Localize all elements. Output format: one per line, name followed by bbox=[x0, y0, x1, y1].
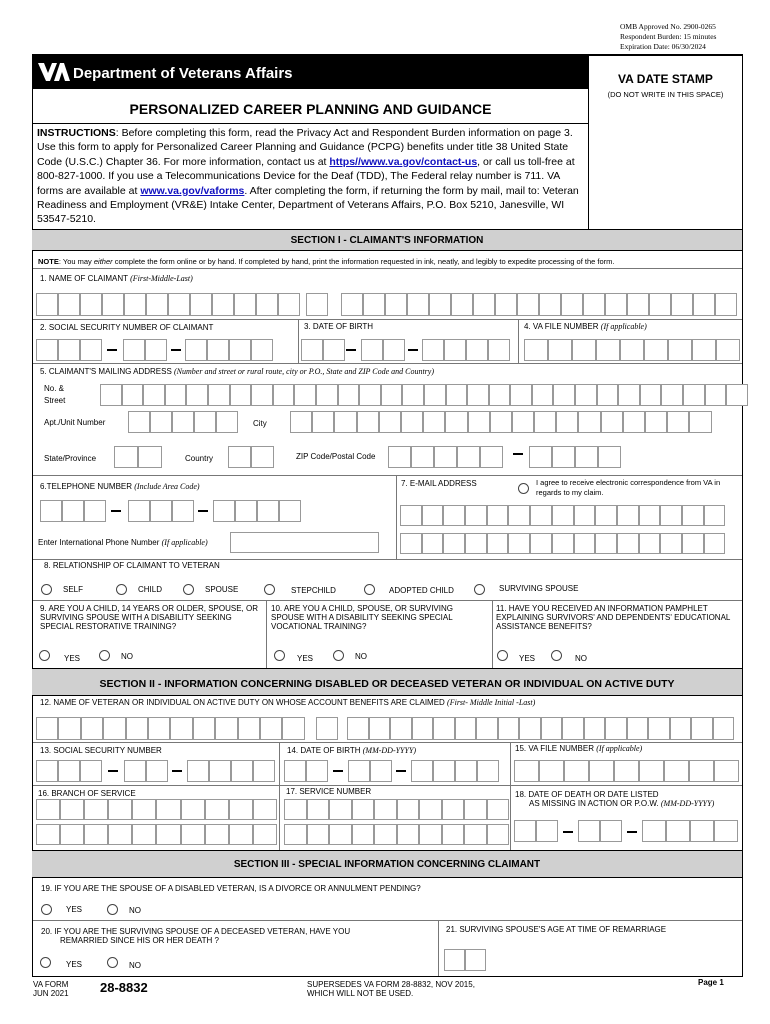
q9-yes-radio[interactable] bbox=[39, 650, 50, 661]
section-1-header: SECTION I - CLAIMANT'S INFORMATION bbox=[32, 229, 742, 251]
relationship-self-label: SELF bbox=[63, 585, 84, 594]
note: NOTE: You may either complete the form online or by hand. If completed by hand, print the information requested in ink, neatly, and legibly to expedite processing of the form. bbox=[38, 257, 615, 266]
street-address-boxes[interactable] bbox=[100, 384, 748, 406]
relationship-spouse-label: SPOUSE bbox=[205, 585, 239, 594]
field-3-label: 3. DATE OF BIRTH bbox=[304, 322, 374, 331]
claimant-dob-day[interactable] bbox=[361, 339, 405, 361]
form-title: PERSONALIZED CAREER PLANNING AND GUIDANCE bbox=[129, 101, 492, 117]
veteran-dob-month[interactable] bbox=[284, 760, 328, 782]
date-of-death-day[interactable] bbox=[578, 820, 622, 842]
q10-yes-label: YES bbox=[297, 654, 314, 663]
state-label: State/Province bbox=[44, 454, 97, 463]
veteran-middle-initial-box[interactable] bbox=[316, 717, 338, 740]
footer-supersedes: SUPERSEDES VA FORM 28-8832, NOV 2015, WHICH WILL NOT BE USED. bbox=[307, 980, 475, 998]
va-forms-link[interactable]: www.va.gov/vaforms bbox=[140, 184, 245, 197]
expiration-date: Expiration Date: 06/30/2024 bbox=[620, 42, 706, 51]
footer-form-number: 28-8832 bbox=[100, 980, 148, 995]
q11-no-label: NO bbox=[575, 654, 587, 663]
veteran-last-name-boxes[interactable] bbox=[347, 717, 734, 740]
veteran-ssn-part1[interactable] bbox=[36, 760, 102, 782]
q19-no-label: NO bbox=[129, 906, 141, 915]
frame-left bbox=[32, 54, 33, 976]
omb-info bbox=[620, 22, 716, 52]
section-3-header: SECTION III - SPECIAL INFORMATION CONCERNING CLAIMANT bbox=[32, 850, 742, 878]
field-16-label: 16. BRANCH OF SERVICE bbox=[38, 789, 136, 798]
date-of-death-month[interactable] bbox=[514, 820, 558, 842]
field-9-label: 9. ARE YOU A CHILD, 14 YEARS OR OLDER, SPOUSE, OR SURVIVING SPOUSE WITH A DISABILITY SEEKING SPECIAL RESTORATIVE TRAINING? bbox=[40, 604, 259, 631]
field-18-label: 18. DATE OF DEATH OR DATE LISTED AS MISSING IN ACTION OR P.O.W. (MM-DD-YYYY) bbox=[515, 790, 715, 808]
zip-plus-four-boxes[interactable] bbox=[529, 446, 621, 468]
veteran-dob-day[interactable] bbox=[348, 760, 392, 782]
veteran-va-file-number[interactable] bbox=[514, 760, 739, 782]
service-number-row1[interactable] bbox=[284, 799, 509, 820]
q19-yes-radio[interactable] bbox=[41, 904, 52, 915]
country-label: Country bbox=[185, 454, 214, 463]
relationship-adopted-child-radio[interactable] bbox=[364, 584, 375, 595]
q19-no-radio[interactable] bbox=[107, 904, 118, 915]
relationship-stepchild-label: STEPCHILD bbox=[291, 586, 336, 595]
q20-no-radio[interactable] bbox=[107, 957, 118, 968]
country-boxes[interactable] bbox=[228, 446, 274, 468]
claimant-ssn-part2[interactable] bbox=[123, 339, 167, 361]
q10-yes-radio[interactable] bbox=[274, 650, 285, 661]
phone-area-code[interactable] bbox=[40, 500, 106, 522]
veteran-first-name-boxes[interactable] bbox=[36, 717, 305, 740]
field-10-label: 10. ARE YOU A CHILD, SPOUSE, OR SURVIVING SPOUSE WITH A DISABILITY SEEKING SPECIAL VOCATIONAL TRAINING? bbox=[271, 604, 453, 631]
claimant-last-name-boxes[interactable] bbox=[341, 293, 737, 316]
relationship-surviving-spouse-label: SURVIVING SPOUSE bbox=[499, 584, 579, 593]
agency-header bbox=[33, 56, 588, 89]
q19-yes-label: YES bbox=[66, 905, 83, 914]
city-label: City bbox=[253, 419, 267, 428]
relationship-self-radio[interactable] bbox=[41, 584, 52, 595]
q20-yes-radio[interactable] bbox=[40, 957, 51, 968]
agree-electronic-radio[interactable] bbox=[518, 483, 529, 494]
contact-us-link[interactable]: https//www.va.gov/contact-us bbox=[329, 155, 478, 168]
instructions bbox=[37, 126, 587, 227]
section-2-header: SECTION II - INFORMATION CONCERNING DISABLED OR DECEASED VETERAN OR INDIVIDUAL ON ACTIVE DUTY bbox=[32, 668, 742, 696]
claimant-middle-initial-box[interactable] bbox=[306, 293, 328, 316]
branch-of-service-row2[interactable] bbox=[36, 824, 277, 845]
q20-yes-label: YES bbox=[66, 960, 83, 969]
frame-right bbox=[742, 54, 743, 976]
stamp-note: (DO NOT WRITE IN THIS SPACE) bbox=[607, 90, 724, 99]
q9-yes-label: YES bbox=[64, 654, 81, 663]
email-boxes-row1[interactable] bbox=[400, 505, 725, 526]
phone-line-number[interactable] bbox=[213, 500, 301, 522]
omb-number: OMB Approved No. 2900-0265 bbox=[620, 22, 716, 31]
frame-bottom bbox=[32, 976, 743, 977]
field-12-label: 12. NAME OF VETERAN OR INDIVIDUAL ON ACTIVE DUTY ON WHOSE ACCOUNT BENEFITS ARE CLAIMED (First- Middle Initial -Last) bbox=[40, 698, 536, 707]
zip-label: ZIP Code/Postal Code bbox=[296, 452, 376, 461]
claimant-ssn-part3[interactable] bbox=[185, 339, 273, 361]
field-11-label: 11. HAVE YOU RECEIVED AN INFORMATION PAMPHLET EXPLAINING SURVIVORS' AND DEPENDENTS' EDUCATIONAL ASSISTANCE BENEFITS? bbox=[496, 604, 731, 631]
title-rule bbox=[33, 123, 588, 124]
remarriage-age-boxes[interactable] bbox=[444, 949, 486, 971]
apt-number-boxes[interactable] bbox=[128, 411, 238, 433]
field-7-label: 7. E-MAIL ADDRESS bbox=[401, 479, 477, 488]
phone-prefix[interactable] bbox=[128, 500, 194, 522]
intl-phone-input[interactable] bbox=[230, 532, 379, 553]
instructions-text-2: , or call us toll-free at 800-827-1000. If you use a Telecommunications Device for the Deaf (TDD), The Federal relay number is 711. VA forms are available at bbox=[37, 155, 575, 197]
claimant-va-file-number[interactable] bbox=[524, 339, 740, 361]
agency-name: Department of Veterans Affairs bbox=[73, 65, 293, 82]
relationship-surviving-spouse-radio[interactable] bbox=[474, 584, 485, 595]
field-6-label: 6.TELEPHONE NUMBER (Include Area Code) bbox=[40, 482, 200, 491]
intl-phone-label: Enter International Phone Number (If applicable) bbox=[38, 538, 208, 547]
relationship-spouse-radio[interactable] bbox=[183, 584, 194, 595]
field-17-label: 17. SERVICE NUMBER bbox=[286, 787, 372, 796]
veteran-dob-year[interactable] bbox=[411, 760, 499, 782]
instructions-text-3: . After completing the form, if returning the form by mail, mail to: Veteran Readiness and Employment (VR&E) Intake Center, Department of Veterans Affairs, P.O. Box 5210, Janesville, WI 53547-5210. bbox=[37, 184, 579, 226]
respondent-burden: Respondent Burden: 15 minutes bbox=[620, 32, 717, 41]
relationship-stepchild-radio[interactable] bbox=[264, 584, 275, 595]
field-21-label: 21. SURVIVING SPOUSE'S AGE AT TIME OF REMARRIAGE bbox=[446, 925, 667, 934]
state-boxes[interactable] bbox=[114, 446, 162, 468]
claimant-dob-year[interactable] bbox=[422, 339, 510, 361]
veteran-ssn-part2[interactable] bbox=[124, 760, 168, 782]
field-8-label: 8. RELATIONSHIP OF CLAIMANT TO VETERAN bbox=[44, 561, 220, 570]
street-label: No. & Street bbox=[44, 384, 66, 405]
relationship-child-radio[interactable] bbox=[116, 584, 127, 595]
field-15-label: 15. VA FILE NUMBER (If applicable) bbox=[515, 744, 643, 753]
claimant-first-name-boxes[interactable] bbox=[36, 293, 300, 316]
instructions-text-1: : Before completing this form, read the Privacy Act and Respondent Burden information on page 3. Use this form to apply for Personalized Career Planning and Guidance (PCPG) benefits under title 38 United State Code (U.S.C.) Chapter 36. For more information, contact us at bbox=[37, 127, 573, 168]
q9-no-label: NO bbox=[121, 652, 133, 661]
q11-no-radio[interactable] bbox=[551, 650, 562, 661]
footer-form-label: VA FORM JUN 2021 bbox=[33, 980, 69, 998]
field-1-label: 1. NAME OF CLAIMANT (First-Middle-Last) bbox=[40, 274, 193, 283]
field-4-label: 4. VA FILE NUMBER (If applicable) bbox=[524, 322, 647, 331]
relationship-child-label: CHILD bbox=[138, 585, 163, 594]
field-20-label: 20. IF YOU ARE THE SURVIVING SPOUSE OF A DECEASED VETERAN, HAVE YOU REMARRIED SINCE HIS OR HER DEATH ? bbox=[41, 927, 351, 945]
instructions-heading: INSTRUCTIONS bbox=[37, 127, 116, 139]
date-of-death-year[interactable] bbox=[642, 820, 738, 842]
field-14-label: 14. DATE OF BIRTH (MM-DD-YYYY) bbox=[287, 746, 417, 755]
branch-of-service-row1[interactable] bbox=[36, 799, 277, 820]
q10-no-radio[interactable] bbox=[333, 650, 344, 661]
stamp-title: VA DATE STAMP bbox=[618, 72, 713, 86]
footer-page-number: Page 1 bbox=[698, 978, 724, 987]
agree-electronic-text: I agree to receive electronic correspondence from VA in regards to my claim. bbox=[536, 478, 721, 497]
veteran-ssn-part3[interactable] bbox=[187, 760, 275, 782]
q10-no-label: NO bbox=[355, 652, 367, 661]
field-2-label: 2. SOCIAL SECURITY NUMBER OF CLAIMANT bbox=[40, 323, 214, 332]
zip-code-boxes[interactable] bbox=[388, 446, 503, 468]
field-5-label: 5. CLAIMANT'S MAILING ADDRESS (Number and street or rural route, city or P.O., State and ZIP Code and Country) bbox=[40, 367, 435, 376]
field-13-label: 13. SOCIAL SECURITY NUMBER bbox=[40, 746, 162, 755]
field-19-label: 19. IF YOU ARE THE SPOUSE OF A DISABLED VETERAN, IS A DIVORCE OR ANNULMENT PENDING? bbox=[41, 884, 421, 893]
q20-no-label: NO bbox=[129, 961, 141, 970]
claimant-ssn-part1[interactable] bbox=[36, 339, 102, 361]
relationship-adopted-child-label: ADOPTED CHILD bbox=[389, 586, 454, 595]
q11-yes-radio[interactable] bbox=[497, 650, 508, 661]
q9-no-radio[interactable] bbox=[99, 650, 110, 661]
apt-label: Apt./Unit Number bbox=[44, 418, 106, 427]
city-boxes[interactable] bbox=[290, 411, 712, 433]
email-boxes-row2[interactable] bbox=[400, 533, 725, 554]
service-number-row2[interactable] bbox=[284, 824, 509, 845]
claimant-dob-month[interactable] bbox=[301, 339, 345, 361]
va-logo bbox=[37, 60, 71, 84]
q11-yes-label: YES bbox=[519, 654, 536, 663]
